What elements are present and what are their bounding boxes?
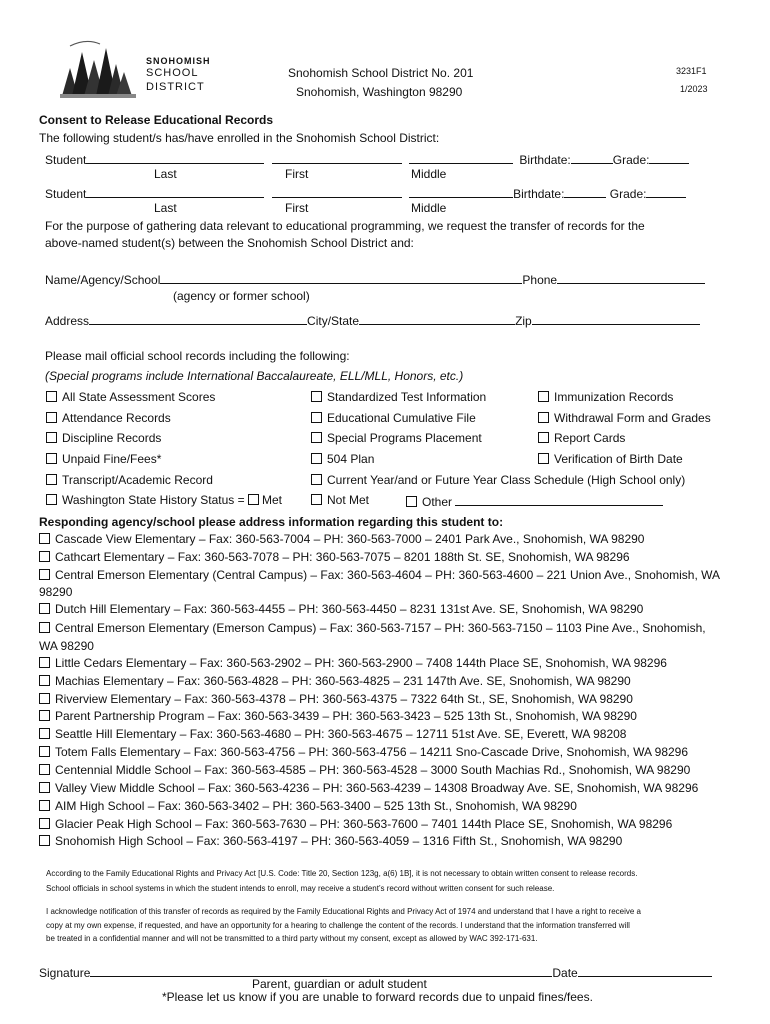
district-logo: [56, 38, 211, 100]
record-option[interactable]: [311, 390, 486, 404]
checkbox[interactable]: [311, 391, 322, 402]
school-option[interactable]: [39, 602, 643, 616]
checkbox[interactable]: [39, 710, 50, 721]
checkbox[interactable]: [311, 412, 322, 423]
school-label-continued: 98290: [39, 585, 73, 599]
ferpa-line-1: According to the Family Educational Rights and Privacy Act [U.S. Code: Title 20, Section 123g, a(6) 1B], it is not necessary to obtain written consent to release records.: [46, 869, 638, 878]
school-label: Little Cedars Elementary – Fax: 360-563-2902 – PH: 360-563-2900 – 7408 144th Place SE, Snohomish, WA 98296: [55, 656, 667, 670]
record-option-label: Washington State History Status =: [62, 493, 245, 507]
record-option-label: Met: [262, 493, 283, 507]
record-option[interactable]: [311, 452, 374, 466]
student-first-field-2[interactable]: [272, 185, 402, 198]
city-state-label: City/State: [307, 314, 360, 328]
checkbox[interactable]: [39, 622, 50, 633]
school-option[interactable]: [39, 709, 637, 723]
record-option-label: Current Year/and or Future Year Class Schedule (High School only): [327, 473, 686, 487]
zip-field[interactable]: [532, 312, 700, 325]
school-label: Dutch Hill Elementary – Fax: 360-563-4455 – PH: 360-563-4450 – 8231 131st Ave. SE, Snohomish, WA 98290: [55, 602, 644, 616]
zip-label: Zip: [515, 314, 532, 328]
student-first-field-1[interactable]: [272, 151, 402, 164]
record-option[interactable]: [46, 431, 161, 445]
checkbox[interactable]: [39, 782, 50, 793]
other-field[interactable]: [455, 493, 663, 506]
checkbox[interactable]: [248, 494, 259, 505]
address-row: [45, 312, 700, 328]
school-option[interactable]: [39, 763, 690, 777]
school-option[interactable]: [39, 692, 633, 706]
checkbox[interactable]: [46, 494, 57, 505]
page-title: Consent to Release Educational Records: [39, 113, 274, 127]
record-option-label: Not Met: [327, 493, 370, 507]
school-label: Cascade View Elementary – Fax: 360-563-7004 – PH: 360-563-7000 – 2401 Park Ave., Snohomish, WA 98290: [55, 532, 645, 546]
address-field[interactable]: [89, 312, 307, 325]
school-label: Cathcart Elementary – Fax: 360-563-7078 – PH: 360-563-7075 – 8201 188th St. SE, Snohomish, WA 98296: [55, 550, 630, 564]
checkbox[interactable]: [311, 432, 322, 443]
form-date: 1/2023: [680, 84, 708, 94]
birthdate-field-1[interactable]: [571, 151, 613, 164]
record-option-label: Attendance Records: [62, 411, 171, 425]
checkbox[interactable]: [39, 818, 50, 829]
record-option-label: Other: [422, 495, 453, 509]
checkbox[interactable]: [39, 693, 50, 704]
last-label: Last: [154, 167, 177, 181]
school-label: Machias Elementary – Fax: 360-563-4828 – PH: 360-563-4825 – 231 147th Ave. SE, Snohomish, WA 98290: [55, 674, 631, 688]
logo-line1: SNOHOMISH: [146, 56, 211, 66]
city-state-field[interactable]: [359, 312, 515, 325]
checkbox[interactable]: [39, 551, 50, 562]
record-option[interactable]: [311, 473, 685, 487]
record-option[interactable]: [311, 431, 482, 445]
last-label: Last: [154, 201, 177, 215]
student-last-field-2[interactable]: [86, 185, 264, 198]
footer-note: *Please let us know if you are unable to forward records due to unpaid fines/fees.: [162, 990, 593, 1004]
record-option-label: 504 Plan: [327, 452, 375, 466]
record-option[interactable]: [46, 452, 161, 466]
student-row-2: [45, 185, 686, 201]
school-label: Valley View Middle School – Fax: 360-563-4236 – PH: 360-563-4239 – 14308 Broadway Ave. SE, Snohomish, WA 98296: [55, 781, 699, 795]
checkbox[interactable]: [39, 533, 50, 544]
school-option[interactable]: [39, 674, 631, 688]
record-option-label: Withdrawal Form and Grades: [554, 411, 711, 425]
checkbox[interactable]: [39, 675, 50, 686]
responding-heading: Responding agency/school please address information regarding this student to:: [39, 515, 504, 529]
record-option-label: All State Assessment Scores: [62, 390, 216, 404]
phone-field[interactable]: [557, 271, 705, 284]
record-option[interactable]: [46, 411, 171, 425]
record-option-label: Immunization Records: [554, 390, 674, 404]
logo-line3: DISTRICT: [146, 81, 205, 93]
school-label: Snohomish High School – Fax: 360-563-4197 – PH: 360-563-4059 – 1316 Fifth St., Snohomish, WA 98290: [55, 834, 623, 848]
checkbox[interactable]: [46, 432, 57, 443]
signer-label: Parent, guardian or adult student: [252, 977, 427, 991]
birthdate-label: Birthdate:: [519, 153, 571, 167]
birthdate-label: Birthdate:: [513, 187, 565, 201]
school-label: Totem Falls Elementary – Fax: 360-563-4756 – PH: 360-563-4756 – 14211 Sno-Cascade Drive, Snohomish, WA 98296: [55, 745, 689, 759]
school-label: Centennial Middle School – Fax: 360-563-4585 – PH: 360-563-4528 – 3000 South Machias Rd., Snohomish, WA 98290: [55, 763, 691, 777]
record-option[interactable]: [46, 390, 215, 404]
address-label: Address: [45, 314, 90, 328]
student-label: Student: [45, 153, 87, 167]
checkbox[interactable]: [39, 746, 50, 757]
checkbox[interactable]: [39, 603, 50, 614]
student-row-1: [45, 151, 689, 167]
record-option-label: Verification of Birth Date: [554, 452, 683, 466]
name-agency-label: Name/Agency/School: [45, 273, 161, 287]
checkbox[interactable]: [311, 453, 322, 464]
school-option[interactable]: [39, 727, 626, 741]
checkbox[interactable]: [39, 835, 50, 846]
checkbox[interactable]: [538, 412, 549, 423]
purpose-line-1: For the purpose of gathering data relevant to educational programming, we request the transfer of records for the: [45, 219, 645, 233]
record-option[interactable]: [46, 473, 213, 487]
grade-field-1[interactable]: [649, 151, 689, 164]
checkbox[interactable]: [46, 412, 57, 423]
school-label: Central Emerson Elementary (Central Campus) – Fax: 360-563-4604 – PH: 360-563-4600 – 221 Union Ave., Snohomish, WA: [55, 568, 721, 582]
district-city: Snohomish, Washington 98290: [296, 85, 463, 99]
checkbox[interactable]: [46, 391, 57, 402]
school-option[interactable]: [39, 568, 720, 582]
school-option[interactable]: [39, 817, 672, 831]
checkbox[interactable]: [538, 453, 549, 464]
logo-line2: SCHOOL: [146, 67, 199, 79]
date-field[interactable]: [578, 964, 712, 977]
student-last-field-1[interactable]: [86, 151, 264, 164]
checkbox[interactable]: [538, 432, 549, 443]
signature-field[interactable]: [90, 964, 552, 977]
checkbox[interactable]: [39, 569, 50, 580]
school-label: AIM High School – Fax: 360-563-3402 – PH: 360-563-3400 – 525 13th St., Snohomish, WA 98290: [55, 799, 577, 813]
purpose-line-2: above-named student(s) between the Snohomish School District and:: [45, 236, 414, 250]
school-option[interactable]: [39, 656, 667, 670]
first-label: First: [285, 167, 309, 181]
signature-label: Signature: [39, 966, 91, 980]
record-option-label: Report Cards: [554, 431, 626, 445]
school-option[interactable]: [39, 799, 577, 813]
record-option-label: Transcript/Academic Record: [62, 473, 213, 487]
record-option[interactable]: [311, 411, 476, 425]
record-option[interactable]: [538, 411, 711, 425]
school-label: Parent Partnership Program – Fax: 360-563-3439 – PH: 360-563-3423 – 525 13th St., Snohomish, WA 98290: [55, 709, 637, 723]
checkbox[interactable]: [39, 800, 50, 811]
form-number: 3231F1: [676, 66, 707, 76]
record-option-label: Educational Cumulative File: [327, 411, 476, 425]
record-option-label: Unpaid Fine/Fees*: [62, 452, 162, 466]
school-label: Glacier Peak High School – Fax: 360-563-7630 – PH: 360-563-7600 – 7401 144th Place SE, Snohomish, WA 98296: [55, 817, 673, 831]
ack-line-1: I acknowledge notification of this transfer of records as required by the Family Educational Rights and Privacy Act of 1974 and understand that I have a right to receive a: [46, 907, 641, 916]
ack-line-2: copy at my own expense, if requested, and have an opportunity for a hearing to challenge the content of the records. I understand that the information transferred will: [46, 921, 630, 930]
record-option[interactable]: [538, 452, 683, 466]
school-option[interactable]: [39, 532, 644, 546]
record-option-label: Standardized Test Information: [327, 390, 487, 404]
school-label: Riverview Elementary – Fax: 360-563-4378 – PH: 360-563-4375 – 7322 64th St., SE, Snohomish, WA 98290: [55, 692, 633, 706]
school-option[interactable]: [39, 550, 630, 564]
phone-label: Phone: [522, 273, 558, 287]
checkbox[interactable]: [46, 453, 57, 464]
school-option[interactable]: [39, 621, 706, 635]
grade-label: Grade:: [609, 187, 647, 201]
grade-label: Grade:: [612, 153, 650, 167]
school-label: Seattle Hill Elementary – Fax: 360-563-4680 – PH: 360-563-4675 – 12711 51st Ave. SE, Everett, WA 98208: [55, 727, 627, 741]
record-option-label: Special Programs Placement: [327, 431, 482, 445]
record-option[interactable]: [538, 390, 673, 404]
agency-sub-label: (agency or former school): [173, 289, 310, 303]
checkbox[interactable]: [39, 764, 50, 775]
grade-field-2[interactable]: [646, 185, 686, 198]
middle-label: Middle: [411, 201, 447, 215]
checkbox[interactable]: [406, 496, 417, 507]
birthdate-field-2[interactable]: [564, 185, 606, 198]
middle-label: Middle: [411, 167, 447, 181]
record-option[interactable]: [538, 431, 625, 445]
intro-text: The following student/s has/have enrolled in the Snohomish School District:: [39, 131, 440, 145]
name-agency-field[interactable]: [160, 271, 522, 284]
checkbox[interactable]: [311, 494, 322, 505]
record-option-label: Discipline Records: [62, 431, 162, 445]
record-option[interactable]: [46, 493, 282, 507]
ack-line-3: be treated in a confidential manner and will not be transmitted to a third party without my consent, except as allowed by WAC 392-171-631.: [46, 934, 538, 943]
school-option[interactable]: [39, 745, 688, 759]
record-option[interactable]: [311, 493, 369, 507]
checkbox[interactable]: [39, 728, 50, 739]
district-name: Snohomish School District No. 201: [288, 66, 474, 80]
checkbox[interactable]: [311, 474, 322, 485]
date-label: Date: [552, 966, 578, 980]
checkbox[interactable]: [538, 391, 549, 402]
first-label: First: [285, 201, 309, 215]
school-label: Central Emerson Elementary (Emerson Campus) – Fax: 360-563-7157 – PH: 360-563-7150 – 1103 Pine Ave., Snohomish,: [55, 621, 706, 635]
school-label-continued: WA 98290: [39, 639, 94, 653]
school-option[interactable]: [39, 834, 622, 848]
agency-row: [45, 271, 705, 287]
school-option[interactable]: [39, 781, 698, 795]
checkbox[interactable]: [46, 474, 57, 485]
checkbox[interactable]: [39, 657, 50, 668]
mail-note: (Special programs include International Baccalaureate, ELL/MLL, Honors, etc.): [45, 369, 464, 383]
mail-intro: Please mail official school records including the following:: [45, 349, 350, 363]
student-middle-field-1[interactable]: [409, 151, 513, 164]
student-middle-field-2[interactable]: [409, 185, 513, 198]
ferpa-line-2: School officials in school systems in which the student intends to enroll, may receive a student’s record without written consent for such release.: [46, 884, 555, 893]
student-label: Student: [45, 187, 87, 201]
record-option[interactable]: [406, 493, 663, 509]
